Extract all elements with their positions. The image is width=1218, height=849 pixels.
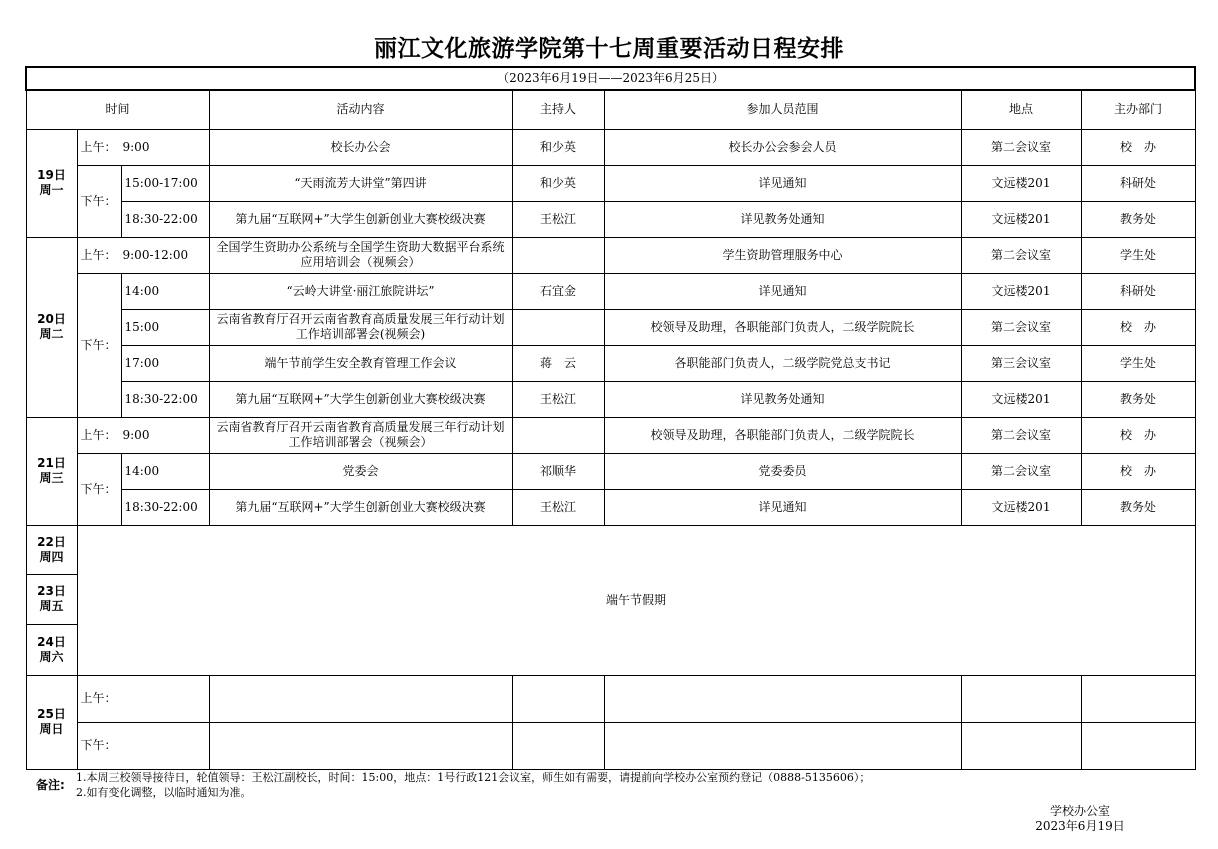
participants-cell: 详见通知 bbox=[604, 273, 961, 309]
day-cell bbox=[26, 574, 77, 624]
department-cell bbox=[1081, 722, 1195, 769]
department-cell: 校 办 bbox=[1081, 129, 1195, 165]
note-line-1: 1.本周三校领导接待日，轮值领导：王松江副校长，时间：15:00，地点：1号行政121会议室，师生如有需要，请提前向学校办公室预约登记（0888-5135606）； bbox=[76, 771, 871, 784]
content-cell: 端午节前学生安全教育管理工作会议 bbox=[209, 345, 512, 381]
day-cell bbox=[26, 417, 77, 525]
department-cell: 学生处 bbox=[1081, 345, 1195, 381]
participants-cell: 详见通知 bbox=[604, 489, 961, 525]
pm-label: 下午： bbox=[77, 722, 209, 769]
participants-cell: 详见通知 bbox=[604, 165, 961, 201]
table-row bbox=[26, 489, 1195, 525]
participants-cell bbox=[604, 675, 961, 722]
time-cell: 上午： 9:00-12:00 bbox=[77, 237, 209, 273]
participants-cell: 各职能部门负责人，二级学院党总支书记 bbox=[604, 345, 961, 381]
location-cell: 文远楼201 bbox=[961, 201, 1081, 237]
day-cell bbox=[26, 129, 77, 237]
content-cell: 第九届“互联网+”大学生创新创业大赛校级决赛 bbox=[209, 201, 512, 237]
host-cell bbox=[512, 237, 604, 273]
participants-cell: 党委委员 bbox=[604, 453, 961, 489]
issuer-name: 学校办公室 bbox=[1049, 804, 1110, 818]
department-cell: 校 办 bbox=[1081, 453, 1195, 489]
day-weekday: 周五 bbox=[39, 599, 64, 613]
host-cell: 蒋 云 bbox=[512, 345, 604, 381]
department-cell: 学生处 bbox=[1081, 237, 1195, 273]
host-cell: 祁顺华 bbox=[512, 453, 604, 489]
location-cell: 第二会议室 bbox=[961, 417, 1081, 453]
host-cell: 石宜金 bbox=[512, 273, 604, 309]
day-date: 23日 bbox=[37, 584, 66, 598]
day-weekday: 周日 bbox=[39, 722, 64, 736]
am-label: 上午： bbox=[77, 675, 209, 722]
table-row bbox=[26, 165, 1195, 201]
department-cell bbox=[1081, 675, 1195, 722]
host-cell bbox=[512, 309, 604, 345]
issuer-block bbox=[1030, 804, 1130, 834]
participants-cell: 校领导及助理，各职能部门负责人，二级学院院长 bbox=[604, 417, 961, 453]
location-cell: 第二会议室 bbox=[961, 309, 1081, 345]
host-cell: 王松江 bbox=[512, 489, 604, 525]
participants-cell: 学生资助管理服务中心 bbox=[604, 237, 961, 273]
host-cell: 和少英 bbox=[512, 165, 604, 201]
table-row bbox=[26, 675, 1195, 722]
day-date: 21日 bbox=[37, 456, 66, 470]
location-cell: 第二会议室 bbox=[961, 453, 1081, 489]
content-cell: 云南省教育厅召开云南省教育高质量发展三年行动计划工作培训部署会（视频会） bbox=[209, 417, 512, 453]
note-line-2: 2.如有变化调整，以临时通知为准。 bbox=[76, 786, 252, 799]
pm-label: 下午： bbox=[77, 453, 121, 525]
department-cell: 教务处 bbox=[1081, 201, 1195, 237]
content-cell: “云岭大讲堂·丽江旅院讲坛” bbox=[209, 273, 512, 309]
pm-label: 下午： bbox=[77, 165, 121, 237]
time-cell: 18:30-22:00 bbox=[121, 381, 209, 417]
table-row bbox=[26, 525, 1195, 574]
content-cell: 校长办公会 bbox=[209, 129, 512, 165]
department-cell: 校 办 bbox=[1081, 309, 1195, 345]
day-date: 22日 bbox=[37, 534, 66, 549]
content-cell: 党委会 bbox=[209, 453, 512, 489]
day-weekday: 周四 bbox=[39, 549, 64, 564]
day-date: 20日 bbox=[37, 312, 66, 326]
time-cell: 14:00 bbox=[121, 453, 209, 489]
participants-cell: 校长办公会参会人员 bbox=[604, 129, 961, 165]
day-cell bbox=[26, 525, 77, 574]
header-host: 主持人 bbox=[512, 90, 604, 129]
participants-cell: 详见教务处通知 bbox=[604, 381, 961, 417]
participants-cell: 详见教务处通知 bbox=[604, 201, 961, 237]
table-row bbox=[26, 381, 1195, 417]
host-cell: 王松江 bbox=[512, 201, 604, 237]
host-cell bbox=[512, 675, 604, 722]
location-cell: 第三会议室 bbox=[961, 345, 1081, 381]
table-row bbox=[26, 722, 1195, 769]
time-cell: 上午： 9:00 bbox=[77, 129, 209, 165]
header-location: 地点 bbox=[961, 90, 1081, 129]
table-row bbox=[26, 345, 1195, 381]
host-cell bbox=[512, 417, 604, 453]
location-cell: 第二会议室 bbox=[961, 129, 1081, 165]
holiday-cell: 端午节假期 bbox=[77, 525, 1195, 675]
table-row bbox=[26, 309, 1195, 345]
content-cell: 全国学生资助办公系统与全国学生资助大数据平台系统应用培训会（视频会） bbox=[209, 237, 512, 273]
time-cell: 18:30-22:00 bbox=[121, 201, 209, 237]
time-cell: 17:00 bbox=[121, 345, 209, 381]
participants-cell bbox=[604, 722, 961, 769]
content-cell: 云南省教育厅召开云南省教育高质量发展三年行动计划工作培训部署会(视频会) bbox=[209, 309, 512, 345]
header-row bbox=[26, 90, 1195, 129]
department-cell: 教务处 bbox=[1081, 381, 1195, 417]
issue-date: 2023年6月19日 bbox=[1035, 819, 1125, 833]
host-cell bbox=[512, 722, 604, 769]
day-date: 25日 bbox=[37, 707, 66, 721]
content-cell: “天雨流芳大讲堂”第四讲 bbox=[209, 165, 512, 201]
content-cell bbox=[209, 722, 512, 769]
table-row bbox=[26, 453, 1195, 489]
table-row bbox=[26, 417, 1195, 453]
time-cell: 15:00-17:00 bbox=[121, 165, 209, 201]
date-range: （2023年6月19日——2023年6月25日） bbox=[26, 67, 1195, 90]
content-cell: 第九届“互联网+”大学生创新创业大赛校级决赛 bbox=[209, 381, 512, 417]
time-cell: 15:00 bbox=[121, 309, 209, 345]
host-cell: 王松江 bbox=[512, 381, 604, 417]
table-row bbox=[26, 237, 1195, 273]
department-cell: 科研处 bbox=[1081, 273, 1195, 309]
day-cell bbox=[26, 237, 77, 417]
pm-label: 下午： bbox=[77, 273, 121, 417]
day-cell bbox=[26, 624, 77, 675]
department-cell: 校 办 bbox=[1081, 417, 1195, 453]
notes-label: 备注: bbox=[36, 778, 65, 792]
header-department: 主办部门 bbox=[1081, 90, 1195, 129]
table-row bbox=[26, 129, 1195, 165]
day-cell bbox=[26, 675, 77, 769]
department-cell: 科研处 bbox=[1081, 165, 1195, 201]
day-weekday: 周三 bbox=[39, 471, 64, 485]
location-cell bbox=[961, 675, 1081, 722]
page-title: 丽江文化旅游学院第十七周重要活动日程安排 bbox=[374, 35, 844, 62]
location-cell: 文远楼201 bbox=[961, 381, 1081, 417]
header-time: 时间 bbox=[26, 90, 209, 129]
time-cell: 上午： 9:00 bbox=[77, 417, 209, 453]
host-cell: 和少英 bbox=[512, 129, 604, 165]
header-participants: 参加人员范围 bbox=[604, 90, 961, 129]
day-date: 24日 bbox=[37, 634, 66, 649]
location-cell: 文远楼201 bbox=[961, 273, 1081, 309]
schedule-table bbox=[25, 66, 1196, 770]
day-weekday: 周二 bbox=[39, 327, 64, 341]
day-date: 19日 bbox=[37, 168, 66, 182]
content-cell bbox=[209, 675, 512, 722]
day-weekday: 周六 bbox=[39, 649, 64, 664]
table-row bbox=[26, 273, 1195, 309]
table-row bbox=[26, 201, 1195, 237]
participants-cell: 校领导及助理，各职能部门负责人，二级学院院长 bbox=[604, 309, 961, 345]
department-cell: 教务处 bbox=[1081, 489, 1195, 525]
header-content: 活动内容 bbox=[209, 90, 512, 129]
time-cell: 14:00 bbox=[121, 273, 209, 309]
location-cell: 文远楼201 bbox=[961, 165, 1081, 201]
day-weekday: 周一 bbox=[39, 183, 64, 197]
content-cell: 第九届“互联网+”大学生创新创业大赛校级决赛 bbox=[209, 489, 512, 525]
location-cell: 文远楼201 bbox=[961, 489, 1081, 525]
location-cell: 第二会议室 bbox=[961, 237, 1081, 273]
location-cell bbox=[961, 722, 1081, 769]
time-cell: 18:30-22:00 bbox=[121, 489, 209, 525]
